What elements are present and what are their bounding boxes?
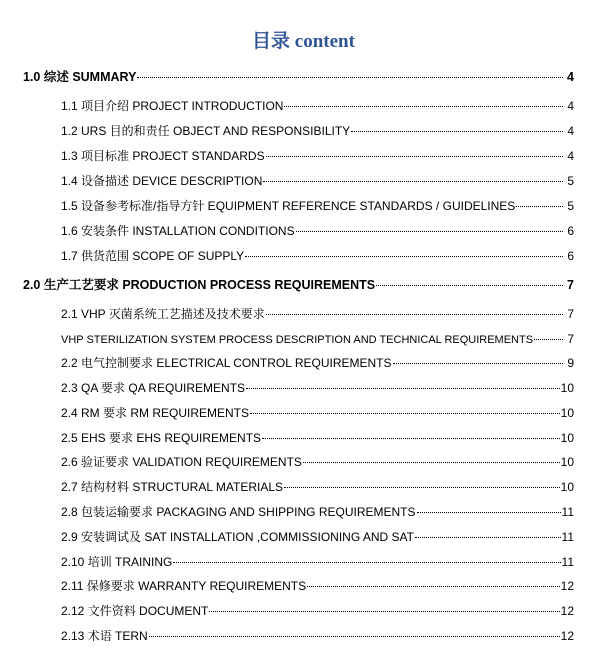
toc-entry-page: 6 xyxy=(567,249,574,263)
toc-entry-page: 11 xyxy=(561,555,574,569)
toc-title: 目录 content xyxy=(252,31,355,52)
toc-entry[interactable] xyxy=(61,429,574,447)
toc-entry[interactable] xyxy=(61,453,574,471)
dot-leader xyxy=(209,611,559,612)
toc-entry-text: 1.4 设备描述 DEVICE DESCRIPTION xyxy=(61,174,263,188)
toc-entry[interactable] xyxy=(61,97,574,115)
toc-entry-page: 6 xyxy=(567,224,574,238)
dot-leader xyxy=(266,314,563,315)
toc-entry-page: 4 xyxy=(567,124,574,138)
toc-entry-text: 2.1 VHP 灭菌系统工艺描述及技术要求 xyxy=(61,307,265,321)
toc-entry-text: 2.10 培训 TRAINING xyxy=(61,555,173,569)
toc-entry-page: 11 xyxy=(561,505,574,519)
toc-entry[interactable] xyxy=(61,404,574,422)
toc-entry-page: 7 xyxy=(567,278,574,292)
dot-leader xyxy=(303,462,560,463)
toc-entry-page: 9 xyxy=(567,356,574,370)
toc-entry[interactable] xyxy=(61,305,574,323)
toc-entry-page: 4 xyxy=(567,149,574,163)
toc-entry-text: 2.8 包装运输要求 PACKAGING AND SHIPPING REQUIREMENTS xyxy=(61,505,416,519)
toc-entry[interactable] xyxy=(61,172,574,190)
dot-leader xyxy=(284,106,563,107)
toc-entry-text: 1.0 综述 SUMMARY xyxy=(23,70,137,84)
dot-leader xyxy=(393,363,564,364)
toc-entry-page: 4 xyxy=(567,70,574,84)
toc-entry-text: 1.7 供货范围 SCOPE OF SUPPLY xyxy=(61,249,245,263)
toc-entry-text: 2.2 电气控制要求 ELECTRICAL CONTROL REQUIREMENTS xyxy=(61,356,392,370)
toc-entry[interactable] xyxy=(61,379,574,397)
toc-entry-text: 2.0 生产工艺要求 PRODUCTION PROCESS REQUIREMENTS xyxy=(23,278,376,292)
toc-entry-page: 12 xyxy=(560,579,574,593)
dot-leader xyxy=(534,339,563,340)
toc-entry[interactable] xyxy=(61,147,574,165)
toc-entry-page: 4 xyxy=(567,99,574,113)
toc-entry-text: 1.1 项目介绍 PROJECT INTRODUCTION xyxy=(61,99,284,113)
dot-leader xyxy=(250,413,560,414)
toc-entry-page: 10 xyxy=(560,381,574,395)
toc-entry-text: 1.5 设备参考标准/指导方针 EQUIPMENT REFERENCE STANDARDS / GUIDELINES xyxy=(61,199,516,213)
toc-entry[interactable] xyxy=(61,197,574,215)
dot-leader xyxy=(307,586,559,587)
toc-entry-page: 10 xyxy=(560,431,574,445)
toc-entry[interactable] xyxy=(61,354,574,372)
dot-leader xyxy=(173,562,560,563)
dot-leader xyxy=(262,438,560,439)
toc-entry[interactable] xyxy=(61,602,574,620)
dot-leader xyxy=(137,77,563,78)
toc-entry[interactable] xyxy=(61,122,574,140)
toc-entry-page: 7 xyxy=(567,332,574,346)
toc-entry-page: 5 xyxy=(567,199,574,213)
toc-entry-text: 2.9 安装调试及 SAT INSTALLATION ,COMMISSIONING AND SAT xyxy=(61,530,414,544)
toc-entry-text: 2.12 文件资料 DOCUMENT xyxy=(61,604,209,618)
dot-leader xyxy=(245,256,563,257)
dot-leader xyxy=(376,285,563,286)
toc-entry[interactable] xyxy=(61,627,574,645)
toc-entry-page: 5 xyxy=(567,174,574,188)
toc-entry[interactable] xyxy=(61,330,574,348)
toc-entry-text: 2.4 RM 要求 RM REQUIREMENTS xyxy=(61,406,250,420)
toc-entry[interactable] xyxy=(23,276,574,294)
dot-leader xyxy=(516,206,563,207)
dot-leader xyxy=(417,512,561,513)
dot-leader xyxy=(415,537,561,538)
toc-entry-page: 7 xyxy=(567,307,574,321)
toc-entry-page: 10 xyxy=(560,406,574,420)
toc-entry-text: 1.3 项目标准 PROJECT STANDARDS xyxy=(61,149,265,163)
toc-entry-text: 2.7 结构材料 STRUCTURAL MATERIALS xyxy=(61,480,284,494)
toc-entry[interactable] xyxy=(61,553,574,571)
toc-entry[interactable] xyxy=(61,503,574,521)
toc-entry-page: 12 xyxy=(560,604,574,618)
toc-entry[interactable] xyxy=(61,247,574,265)
toc-entry-page: 12 xyxy=(560,629,574,643)
toc-entry[interactable] xyxy=(61,528,574,546)
toc-entry[interactable] xyxy=(61,222,574,240)
toc-entry-page: 10 xyxy=(560,480,574,494)
dot-leader xyxy=(296,231,563,232)
dot-leader xyxy=(263,181,563,182)
toc-entry[interactable] xyxy=(23,68,574,86)
toc-entry-text: 2.3 QA 要求 QA REQUIREMENTS xyxy=(61,381,246,395)
dot-leader xyxy=(266,156,563,157)
dot-leader xyxy=(284,487,560,488)
toc-entry-text: 1.2 URS 目的和责任 OBJECT AND RESPONSIBILITY xyxy=(61,124,351,138)
toc-entry-text: 1.6 安装条件 INSTALLATION CONDITIONS xyxy=(61,224,295,238)
toc-entry[interactable] xyxy=(61,478,574,496)
dot-leader xyxy=(351,131,563,132)
toc-entry-page: 11 xyxy=(561,530,574,544)
dot-leader xyxy=(149,636,560,637)
toc-entry-text: VHP STERILIZATION SYSTEM PROCESS DESCRIPTION AND TECHNICAL REQUIREMENTS xyxy=(61,334,534,346)
toc-entry-text: 2.6 验证要求 VALIDATION REQUIREMENTS xyxy=(61,455,302,469)
toc-entry-text: 2.13 术语 TERN xyxy=(61,629,148,643)
toc-entry-text: 2.5 EHS 要求 EHS REQUIREMENTS xyxy=(61,431,262,445)
toc-entry-page: 10 xyxy=(560,455,574,469)
dot-leader xyxy=(246,388,560,389)
toc-entry[interactable] xyxy=(61,577,574,595)
toc-entry-text: 2.11 保修要求 WARRANTY REQUIREMENTS xyxy=(61,579,307,593)
